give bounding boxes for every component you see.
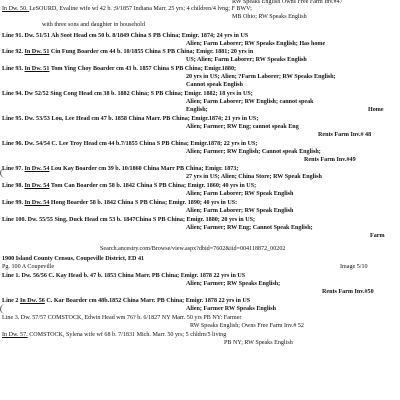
- census-entry-line: Line 94. Dw 52/52 Sing Cong Head cm 38 b. 1882 China; S PB China; Emigr. 1882; 18 yrs in US;: [2, 91, 253, 97]
- census-title: 1900 Island County Census, Coupeville District, ED 41: [2, 256, 145, 262]
- census-entry-line: English;: [186, 107, 208, 113]
- census-entry-line: US; Alien; Farm Laborer; RW Speaks English: [186, 57, 307, 63]
- census-entry-line: Alien; Farmer; RW Eng; cannot speak Eng: [186, 124, 299, 130]
- census-entry-line-right: Rents Farm Inv.# 48: [318, 132, 372, 138]
- census-entry-line: Alien; Farmer RW Speaks English: [186, 306, 276, 312]
- census-entry-line: Line 99. In Dw. 54 Hong Boarder 58 b. 1842 China S PB China; Emigr. 1890; 40 yrs in US:: [2, 200, 238, 206]
- block1-line: RW Speaks English Owns Free Farm Inv.#47: [232, 0, 343, 5]
- census-entry-line: Line 97. In Dw. 54 Lou Kay Boarder cm 39 b. 10/1860 China Marr PB China; Emigr. 1873;: [2, 166, 239, 172]
- census-entry-line: Alien; Farmer; RW English; Cannot speak English;: [186, 149, 321, 155]
- census-entry-line: Alien; Farm Laborer; RW Speak English: [186, 208, 294, 214]
- census-entry-line: Line 1. Dw. 56/56 C. Kay Head b. 47 b. 1853 China Marr. PB China; Emigr. 1878 22 yrs in US: [2, 273, 246, 279]
- census-entry-line: Alien; Farmer; RW Speaks English;: [186, 281, 281, 287]
- census-entry-line: Line 98. In Dw. 54 Tom Can Boarder cm 58 b. 1842 China S PB China; Emigr. 1860; 40 yrs in US;: [2, 183, 257, 189]
- census-entry-line-right: Farm: [370, 233, 385, 239]
- census-entry-line: PB NY; RW Speaks English: [224, 340, 293, 346]
- image-label: Image 5/10: [340, 264, 368, 270]
- census-entry-line: RW Speaks English; Owns Free Farm Inv.# 52: [190, 323, 304, 329]
- census-entry-line-right: Rents Farm Inv.#50: [322, 289, 374, 295]
- census-entry-line: Alien; Farmer; RW Eng; Cannot Speak English;: [186, 225, 313, 231]
- census-entry-line-right: Rents Farm Inv.#49: [304, 157, 356, 163]
- block1-line: In Dw. 50. LeSOURD, Evaline wife wf 42 b. ;9/1857 Indiana Marr. 25 yrs; 4 children/4 lvng; F BWV;: [2, 6, 252, 12]
- census-entry-line: 27 yrs in US; Alien; China Store; RW Speak English: [186, 174, 322, 180]
- census-entry-line: Line 100. Dw. 55/55 Sing, Duck Head cm 53 b. 1847China S PB China; Emigr. 1880; 20 yrs in US;: [2, 217, 256, 223]
- scan-margin-mark: [0, 304, 7, 314]
- census-entry-line: 20 yrs in US; Alien; ?Farm Laborer; RW Speaks English;: [186, 74, 336, 80]
- census-entry-line: Line 3. Dw. 57/57 COMSTOCK, Edwin Head wm 76? b. 6/1827 NY Marr. 50 yrs PB NY: Farmer: [2, 315, 242, 321]
- census-entry-line: Line 93. In Dw. 51 Tom Ying Choy Boarder cm 43 b. 1857 China S PB China; Emigr.1880;: [2, 66, 237, 72]
- census-entry-line: Line 92. In Dw. 51 Cin Fung Boarder cm 44 b. 10/1855 China S PB China; Emigr. 1881; 20 yrs in: [2, 49, 254, 55]
- census-entry-line: Alien; Farm Laborer; RW Speaks English; Has home: [186, 41, 326, 47]
- source-url: Search.ancestry.com/Browse/view.aspx?dbid=7602&iid=004118872_00202: [100, 246, 286, 252]
- census-entry-line: Line 91. Dw. 51/51 Ah Soot Head cm 50 b. 8/1849 China S PB China; Emigr. 1874; 24 yrs in US: [2, 33, 249, 39]
- census-entry-line: Line 2 In Dw. 56 C. Kar Boarder cm 48b.1852 China Marr. PB China; Emigr. 1878 22 yrs in US: [2, 298, 251, 304]
- census-entry-line: In Dw. 57. COMSTOCK, Sylena wife wf 68 b. 7/1831 Mich. Marr. 50 yrs; 5 chldrn/5 living: [2, 332, 227, 338]
- block1-line: with three sons and daughter in household: [42, 22, 145, 28]
- census-entry-line: Alien; Farm Laborer; RW Speak English: [186, 191, 294, 197]
- page-label: Pg. 100 A Coupeville: [2, 264, 55, 270]
- census-entry-line: Line 96. Dw. 54/54 C. Lee Troy Head cm 44 b.7/1855 China S PB China; Emigr.1878; 22 yrs in US;: [2, 141, 258, 147]
- census-entry-line: Alien; Farm Laborer; RW English; cannot speak: [186, 99, 314, 105]
- census-entry-line: Cannot speak English: [186, 82, 243, 88]
- census-entry-line-right: Home: [368, 107, 384, 113]
- block1-line: MB Ohio; RW Speaks English: [232, 14, 307, 20]
- census-entry-line: Line 95. Dw. 53/53 Lou, Lee Head cm 47 b. 1858 China Marr. PB China; Emigr.1874; 21 yrs in US;: [2, 116, 259, 122]
